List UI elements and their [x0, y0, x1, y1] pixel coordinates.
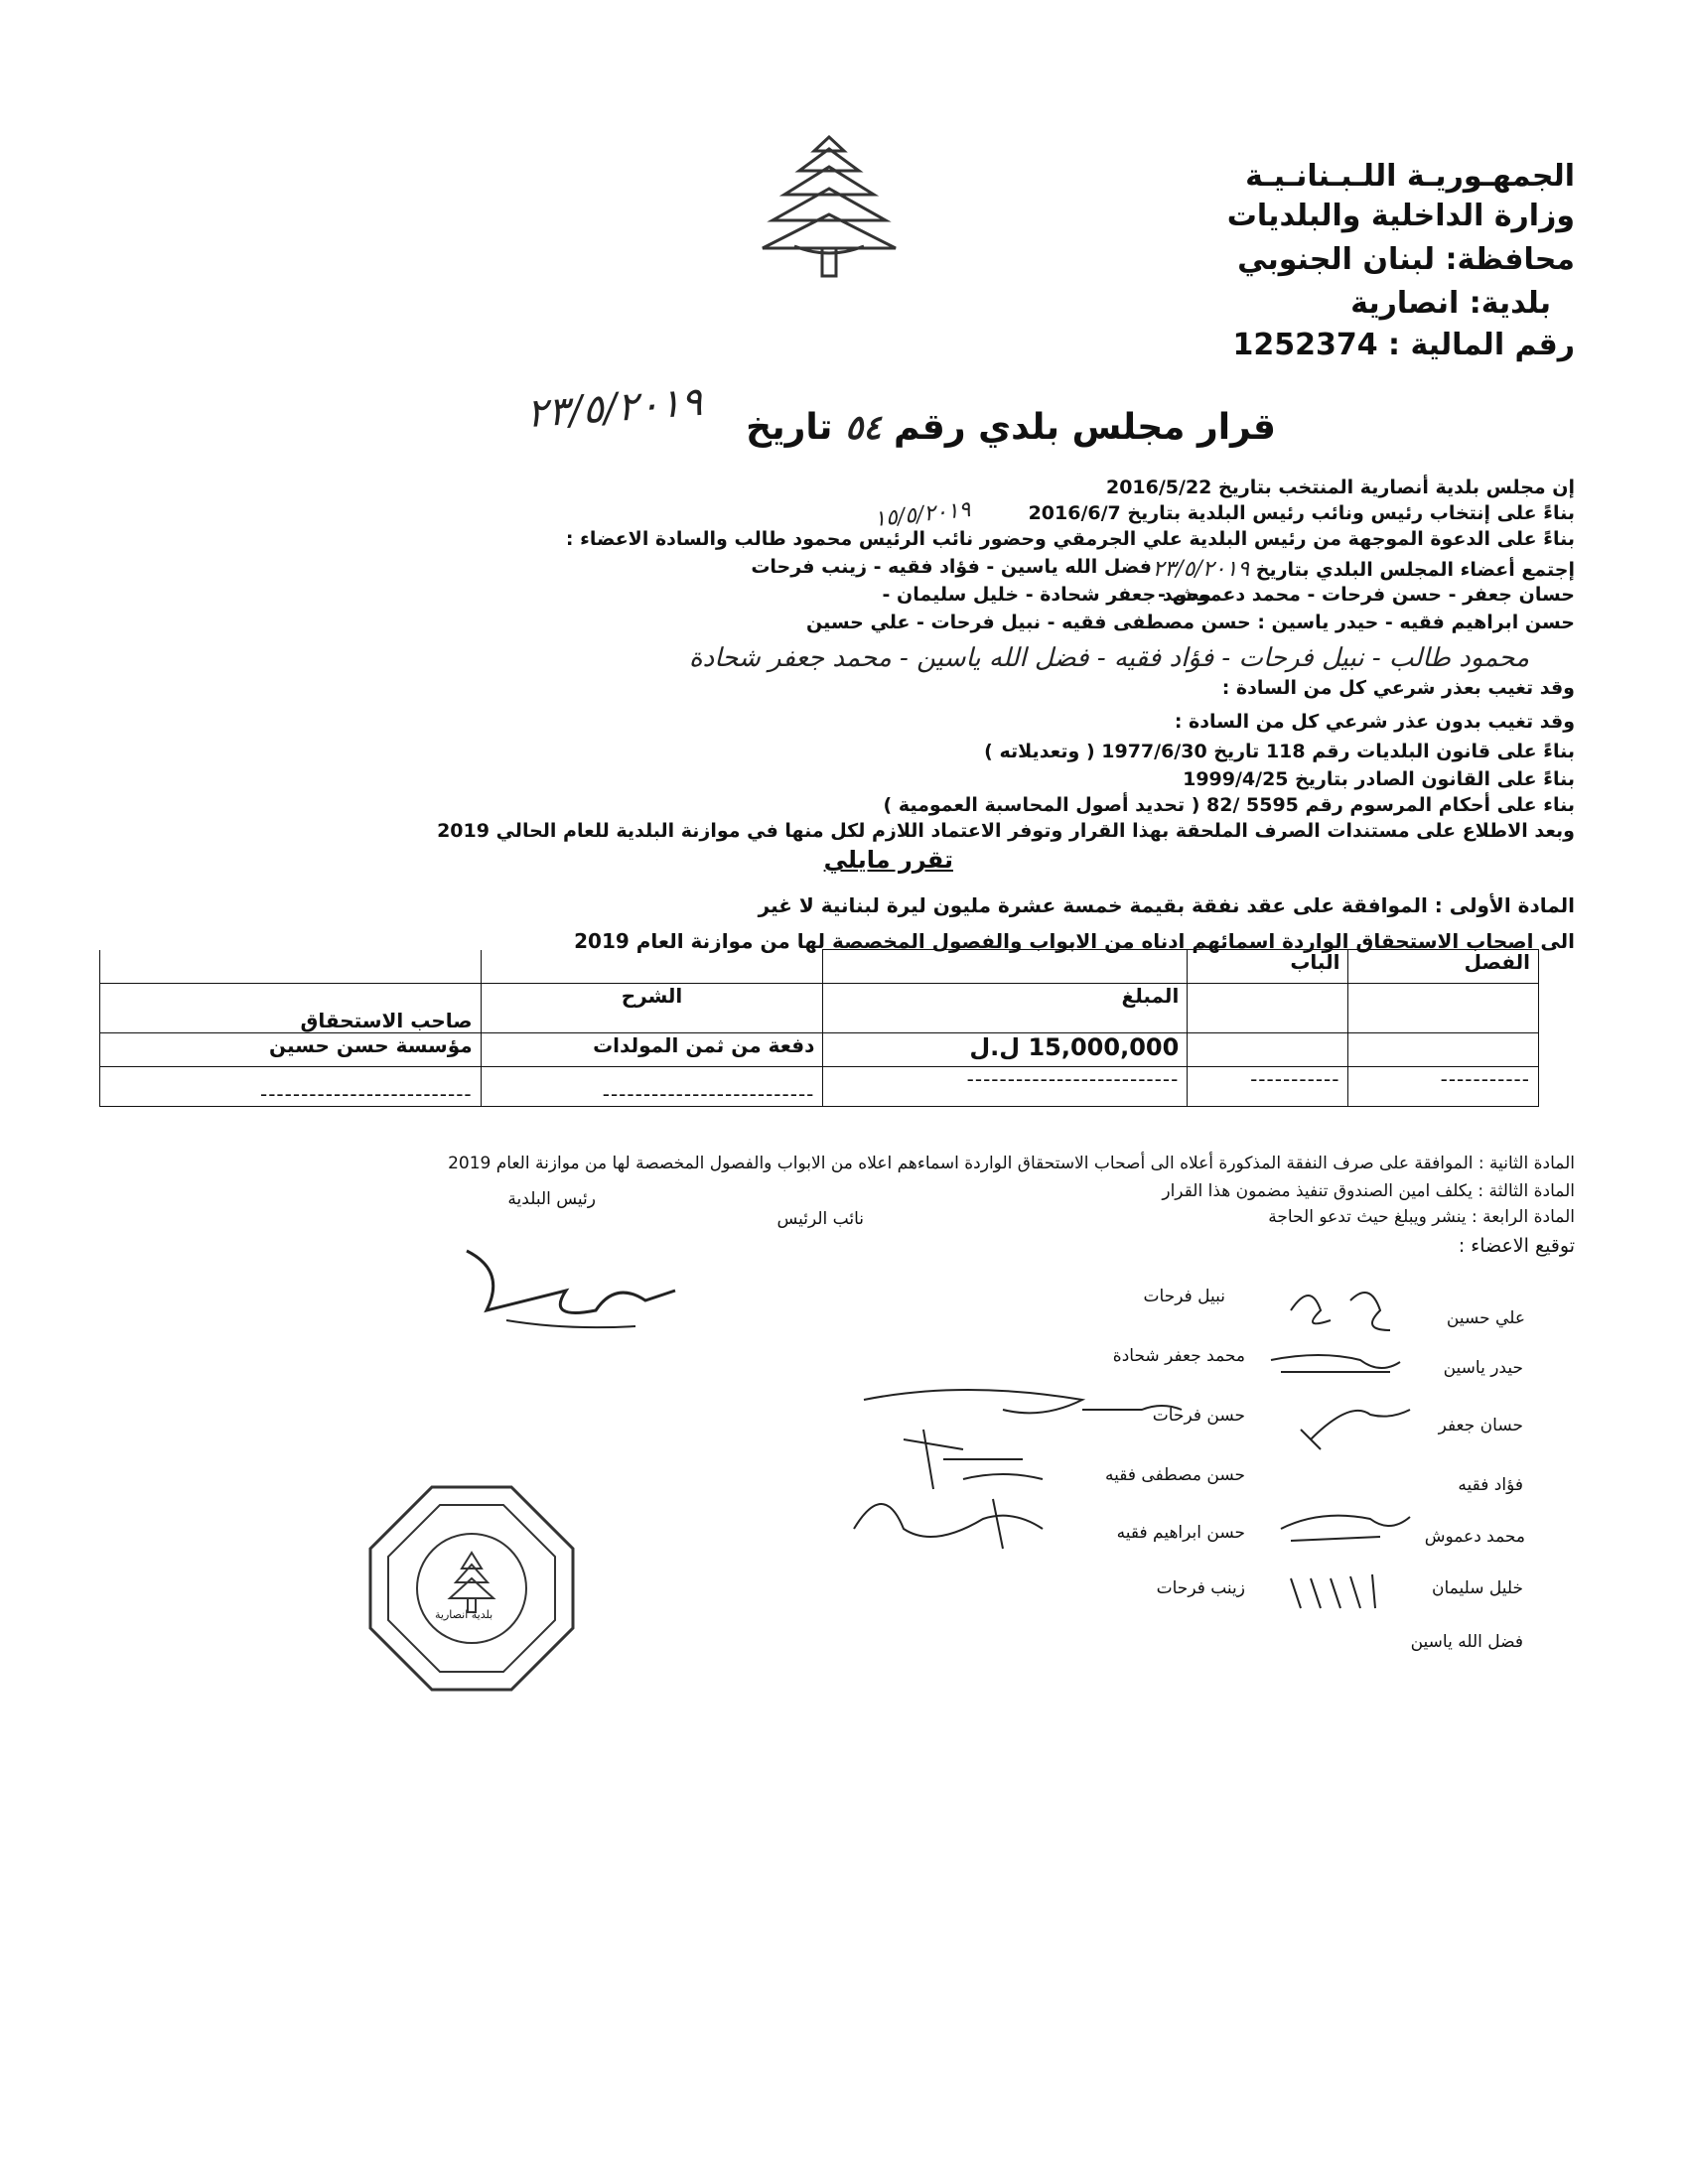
article3: المادة الثالثة : يكلف امين الصندوق تنفيذ مضمون هذا القرار — [1162, 1181, 1575, 1201]
sig-right-1: علي حسين — [1446, 1308, 1525, 1328]
header-ministry: وزارة الداخلية والبلديات — [1226, 199, 1575, 233]
sig-left-1: نبيل فرحات — [1143, 1287, 1225, 1306]
decision-title — [746, 407, 1276, 448]
preamble-line5-hand: ٢٣/٥/٢٠١٩ — [1152, 557, 1250, 582]
header-finance-number: رقم المالية : 1252374 — [1232, 328, 1575, 362]
cell-chapter: ----------- — [1188, 1067, 1348, 1107]
header-municipality: بلدية: انصارية — [1350, 286, 1551, 321]
title-date-label: تاريخ — [746, 407, 833, 448]
preamble-line4: بناءً على الدعوة الموجهة من رئيس البلدية علي الجرمقي وحضور نائب الرئيس محمود طالب والسادة الاعضاء : — [565, 528, 1575, 550]
absent-unexcused: وقد تغيب بدون عذر شرعي كل من السادة : — [1174, 711, 1575, 733]
official-stamp — [362, 1479, 581, 1698]
sig-left-3: حسن فرحات — [1152, 1406, 1245, 1426]
preamble-line5 — [1153, 556, 1575, 584]
cell-section: ----------- — [1348, 1067, 1539, 1107]
members-line1b-visible: محمد جعفر شحادة - خليل سليمان - — [882, 584, 1211, 606]
title-number: ٥٤ — [844, 408, 882, 448]
law1: بناءً على قانون البلديات رقم 118 تاريخ 1977/6/30 ( وتعديلاته ) — [984, 741, 1575, 762]
mayor-signature — [447, 1231, 685, 1340]
budget-line: وبعد الاطلاع على مستندات الصرف الملحقة بهذا القرار وتوفر الاعتماد اللازم لكل منها في موازنة البلدية للعام الحالي 2019 — [437, 820, 1575, 842]
absent-excused-hand: محمود طالب - نبيل فرحات - فؤاد فقيه - فضل الله ياسين - محمد جعفر شحادة — [689, 643, 1529, 673]
decree: بناء على أحكام المرسوم رقم 5595 /82 ( تحديد أصول المحاسبة العمومية ) — [883, 794, 1575, 816]
sig-right-7: فضل الله ياسين — [1410, 1632, 1523, 1652]
sig-right-scribbles — [1261, 1281, 1440, 1628]
dash-beneficiary: -------------------------- — [100, 1067, 482, 1107]
article2: المادة الثانية : الموافقة على صرف النفقة المذكورة أعلاه الى أصحاب الاستحقاق الواردة اسماءهم اعلاه من الابواب والفصول المخصصة لها من موازنة العام 2019 — [448, 1154, 1575, 1173]
cell-description: دفعة من ثمن المولدات — [481, 1033, 823, 1067]
cell-beneficiary: مؤسسة حسن حسين — [100, 1033, 482, 1067]
sig-right-2: حيدر ياسين — [1443, 1358, 1523, 1378]
sig-left-scribbles — [844, 1380, 1261, 1559]
absent-excused: وقد تغيب بعذر شرعي كل من السادة : — [1221, 677, 1575, 699]
preamble-line2: بناءً على إنتخاب رئيس ونائب رئيس البلدية بتاريخ 2016/6/7 — [1028, 502, 1575, 524]
law2: بناءً على القانون الصادر بتاريخ 1999/4/25 — [1183, 768, 1575, 790]
dash-amount: -------------------------- — [823, 1067, 1188, 1107]
article1-line1: المادة الأولى : الموافقة على عقد نفقة بقيمة خمسة عشرة مليون ليرة لبنانية لا غير — [758, 893, 1575, 917]
sig-right-3: حسان جعفر — [1438, 1416, 1523, 1435]
header-republic: الجمهـوريـة اللـبـنانـيـة — [1245, 159, 1575, 194]
members-line2: حسان جعفر - حسن فرحات - محمد دعموش - — [1158, 584, 1575, 606]
header-governorate: محافظة: لبنان الجنوبي — [1237, 242, 1575, 277]
sig-left-2: محمد جعفر شحادة — [1112, 1346, 1245, 1366]
sig-right-6: خليل سليمان — [1431, 1578, 1523, 1598]
sig-right-4: فؤاد فقيه — [1458, 1475, 1523, 1495]
sig-right-5: محمد دعموش — [1424, 1527, 1525, 1547]
preamble-line3-hand: ١٥/٥/٢٠١٩ — [872, 496, 972, 533]
title-text: قرار مجلس بلدي رقم — [894, 407, 1276, 448]
header-beneficiary: صاحب الاستحقاق — [100, 984, 482, 1033]
deputy-label: نائب الرئيس — [776, 1209, 864, 1229]
sig-left-5: حسن ابراهيم فقيه — [1116, 1523, 1245, 1543]
title-handwritten-date: ٢٣/٥/٢٠١٩ — [524, 378, 704, 438]
preamble-line5-prefix: إجتمع أعضاء المجلس البلدي بتاريخ — [1255, 559, 1575, 581]
header-amount: المبلغ — [823, 984, 1188, 1033]
article1-line2: الى اصحاب الاستحقاق الواردة اسمائهم ادناه من الابواب والفصول المخصصة لها من موازنة العام 2019 — [574, 929, 1575, 953]
members-line3: حسن ابراهيم فقيه - حيدر ياسين : حسن مصطفى فقيه - نبيل فرحات - علي حسين — [805, 612, 1575, 633]
header-section: الفصل — [1348, 950, 1539, 984]
sig-left-6: زينب فرحات — [1156, 1578, 1245, 1598]
members-line1: فضل الله ياسين - فؤاد فقيه - زينب فرحات — [751, 556, 1152, 578]
mayor-label: رئيس البلدية — [507, 1189, 596, 1209]
header-description: الشرح — [481, 984, 823, 1033]
dash-description: -------------------------- — [481, 1067, 823, 1107]
members-signature-label: توقيع الاعضاء : — [1458, 1235, 1575, 1257]
preamble-line1: إن مجلس بلدية أنصارية المنتخب بتاريخ 2016/5/22 — [1105, 477, 1575, 498]
stamp-inner-text: بلدية انصارية — [435, 1608, 493, 1621]
cedar-logo — [755, 129, 904, 283]
decision-heading: تقرر مايلي — [823, 846, 953, 874]
article4: المادة الرابعة : ينشر ويبلغ حيث تدعو الحاجة — [1268, 1207, 1575, 1227]
sig-left-4: حسن مصطفى فقيه — [1105, 1465, 1245, 1485]
header-chapter: الباب — [1188, 950, 1348, 984]
cell-amount: 15,000,000 ل.ل — [823, 1033, 1188, 1067]
expense-table — [99, 949, 1539, 1107]
